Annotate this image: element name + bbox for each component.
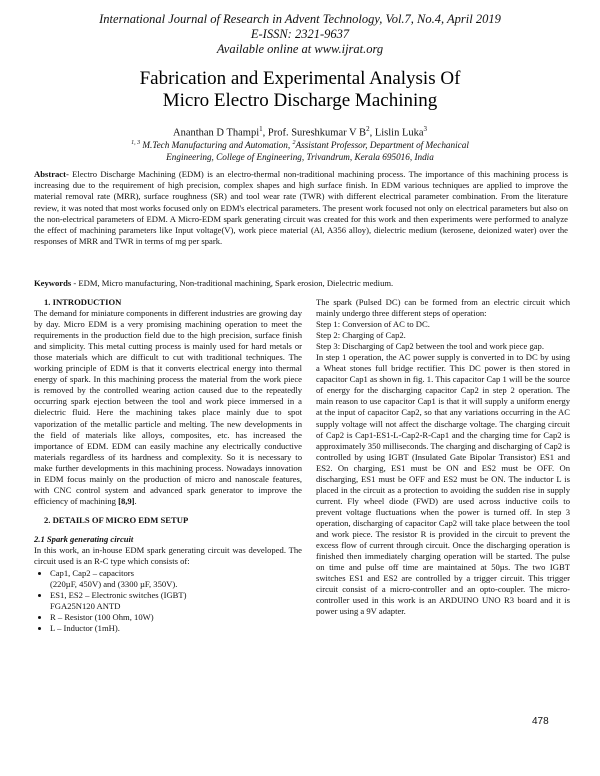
journal-name: International Journal of Research in Advent Technology, Vol.7, No.4, April 2019: [99, 12, 501, 26]
affiliation-line-1b: Assistant Professor, Department of Mechanical: [295, 140, 469, 151]
journal-eissn: E-ISSN: 2321-9637: [250, 27, 350, 41]
keywords: [34, 278, 568, 289]
introduction-text: The demand for miniature components in different industries are growing day by day. Micro EDM is a very promising machining operation to meet the requirements in the production field due to the high precision, surface finish and simplicity. This metal cutting process is mainly used for hard metals or those materials which are difficult to cut with traditional techniques. The working principle of EDM is that it converts electrical energy into thermal energy of spark. In this machining process the material from the work piece is removed by the controlled wearing action caused due to the repeatedly occurring spark ejection between the tool and work piece immersed in a dielectric fluid. Here the machining takes place mainly due to spot vaporization of the metallic particle and melting. The new developments in the field of materials like alloys, composites, etc. has increased the importance of EDM. EDM can easily machine any electrically conductive materials regardless of its hardness and complexity. So it is necessary to make further developments in this machining process. Nowadays innovation in EDM focus mainly on the production of micro and nanoscale features, with CNC control system and advanced spark generator to improve the efficiency of machining: [34, 308, 302, 506]
title-line-2: Micro Electro Discharge Machining: [162, 90, 438, 111]
step-2: Step 2: Charging of Cap2.: [316, 330, 406, 341]
author-3-sup: 3: [423, 125, 428, 133]
spark-circuit-paragraph: In this work, an in-house EDM spark generating circuit was developed. The circuit used is an R-C type which consists of:: [34, 544, 302, 567]
affiliation-sup-2: 2: [292, 140, 296, 146]
list-item: • R – Resistor (100 Ohm, 10W): [50, 612, 302, 623]
operation-paragraph: In step 1 operation, the AC power supply is converted in to DC by using a Wheat stones full bridge rectifier. This DC power is then stored in capacitor Cap1 as shown in fig. 1. This capacitor Cap 1 will be the source of energy for the discharging capacitor Cap2 in step 2 operation. The main reason to use capacitor Cap1 is that it will supply a uniform energy at the input of capacitor Cap2, so that any variations occurring in the AC supply voltage will not affect the discharge voltage. The charging circuit of Cap2 is Cap1-ES1-L-Cap2-R-Cap1 and the charging time for Cap2 is approximately 350 milliseconds. The charging and discharging of Cap2 is controlled by using IGBT (Insulated Gate Bipolar Transistor) ES1 and ES2. On charging, ES1 must be ON and ES2 must be OFF. On discharging, ES1 must be OFF and ES2 must be ON. The inductor L is placed in the circuit as a protection to avoiding the sudden rise in supply current. Fly wheel diode (FWD) are used across inductive coils to prevent voltage fluctuations when the power is turned off. In step 3 operation, discharging of capacitor Cap2 will take place between the tool and work piece. The resistor R is provided in the circuit to prevent the excess flow of current through circuit. Once the discharging operation is finished then immediately charging operation will be started. The pulse on time and pulse off time are maintained at 50µs. The two IGBT switches ES1 and ES2 are controlled by a trigger circuit. This trigger circuit consist of a micro-controller and an opto-coupler. The micro-controller used in this work is an ARDUINO UNO R3 board and it is power using a 9V adapter.: [316, 352, 570, 617]
step-1: Step 1: Conversion of AC to DC.: [316, 319, 430, 330]
journal-online: Available online at www.ijrat.org: [216, 42, 384, 56]
page-number: 478: [532, 716, 549, 727]
author-2: , Prof. Sureshkumar V B: [262, 127, 367, 139]
section-heading-setup: 2. DETAILS OF MICRO EDM SETUP: [44, 514, 189, 525]
right-column: [316, 297, 570, 617]
introduction-paragraph: [34, 308, 302, 507]
introduction-end: .: [134, 495, 137, 506]
affiliation-line-1: M.Tech Manufacturing and Automation,: [140, 140, 293, 151]
author-1-sup: 1: [259, 125, 263, 133]
component-list: [34, 568, 302, 634]
list-item: • ES1, ES2 – Electronic switches (IGBT) FGA25N120 ANTD: [50, 590, 302, 612]
abstract-label: Abstract-: [34, 169, 69, 179]
keywords-text: - EDM, Micro manufacturing, Non-traditional machining, Spark erosion, Dielectric medium.: [71, 278, 394, 288]
keywords-label: Keywords: [34, 278, 72, 288]
step-3: Step 3: Discharging of Cap2 between the tool and work piece gap.: [316, 341, 544, 352]
subsection-heading-spark-circuit: 2.1 Spark generating circuit: [34, 533, 134, 544]
affiliation-sup-1: 1, 3: [131, 140, 141, 146]
list-item: • Cap1, Cap2 – capacitors (220µF, 450V) and (3300 µF, 350V).: [50, 568, 302, 590]
paper-title: [0, 68, 600, 112]
affiliation: [60, 137, 540, 163]
abstract: [34, 169, 568, 247]
title-line-1: Fabrication and Experimental Analysis Of: [139, 68, 461, 89]
section-heading-introduction: 1. INTRODUCTION: [44, 297, 122, 307]
affiliation-line-2: Engineering, College of Engineering, Trivandrum, Kerala 695016, India: [166, 152, 434, 163]
left-column: [34, 297, 302, 634]
introduction-citation: [8,9]: [118, 495, 135, 506]
author-1: Ananthan D Thampi: [172, 127, 260, 139]
author-2-sup: 2: [366, 125, 370, 133]
spark-intro-paragraph: The spark (Pulsed DC) can be formed from an electric circuit which mainly undergo three different steps of operation:: [316, 297, 570, 319]
author-3: , Lislin Luka: [369, 127, 424, 139]
list-item: • L – Inductor (1mH).: [50, 623, 302, 634]
journal-header: [0, 12, 600, 57]
abstract-text: Electro Discharge Machining (EDM) is an electro-thermal non-traditional machining process. The importance of this machining process is increasing due to the requirement of high precision, complex shapes and high surface finish. In EDM various techniques are applied to improve the material removal rate (MRR), surface roughness (SR) and tool wear rate (TWR) with different electrical parameter combination. From the literature review, it was noted that most works focused only on EDM's electrical parameters. The present work focused not only on electrical parameters but also on the non-electrical parameters of EDM. A Micro-EDM spark generating circuit was created for this work and then experiments were performed to analyze the effect of machining parameters like Input voltage(V), work piece material (Al, A356 alloy), dielectric medium (kerosene, deionized water) over the responses of MRR and TWR in terms of mg per spark.: [34, 169, 568, 247]
